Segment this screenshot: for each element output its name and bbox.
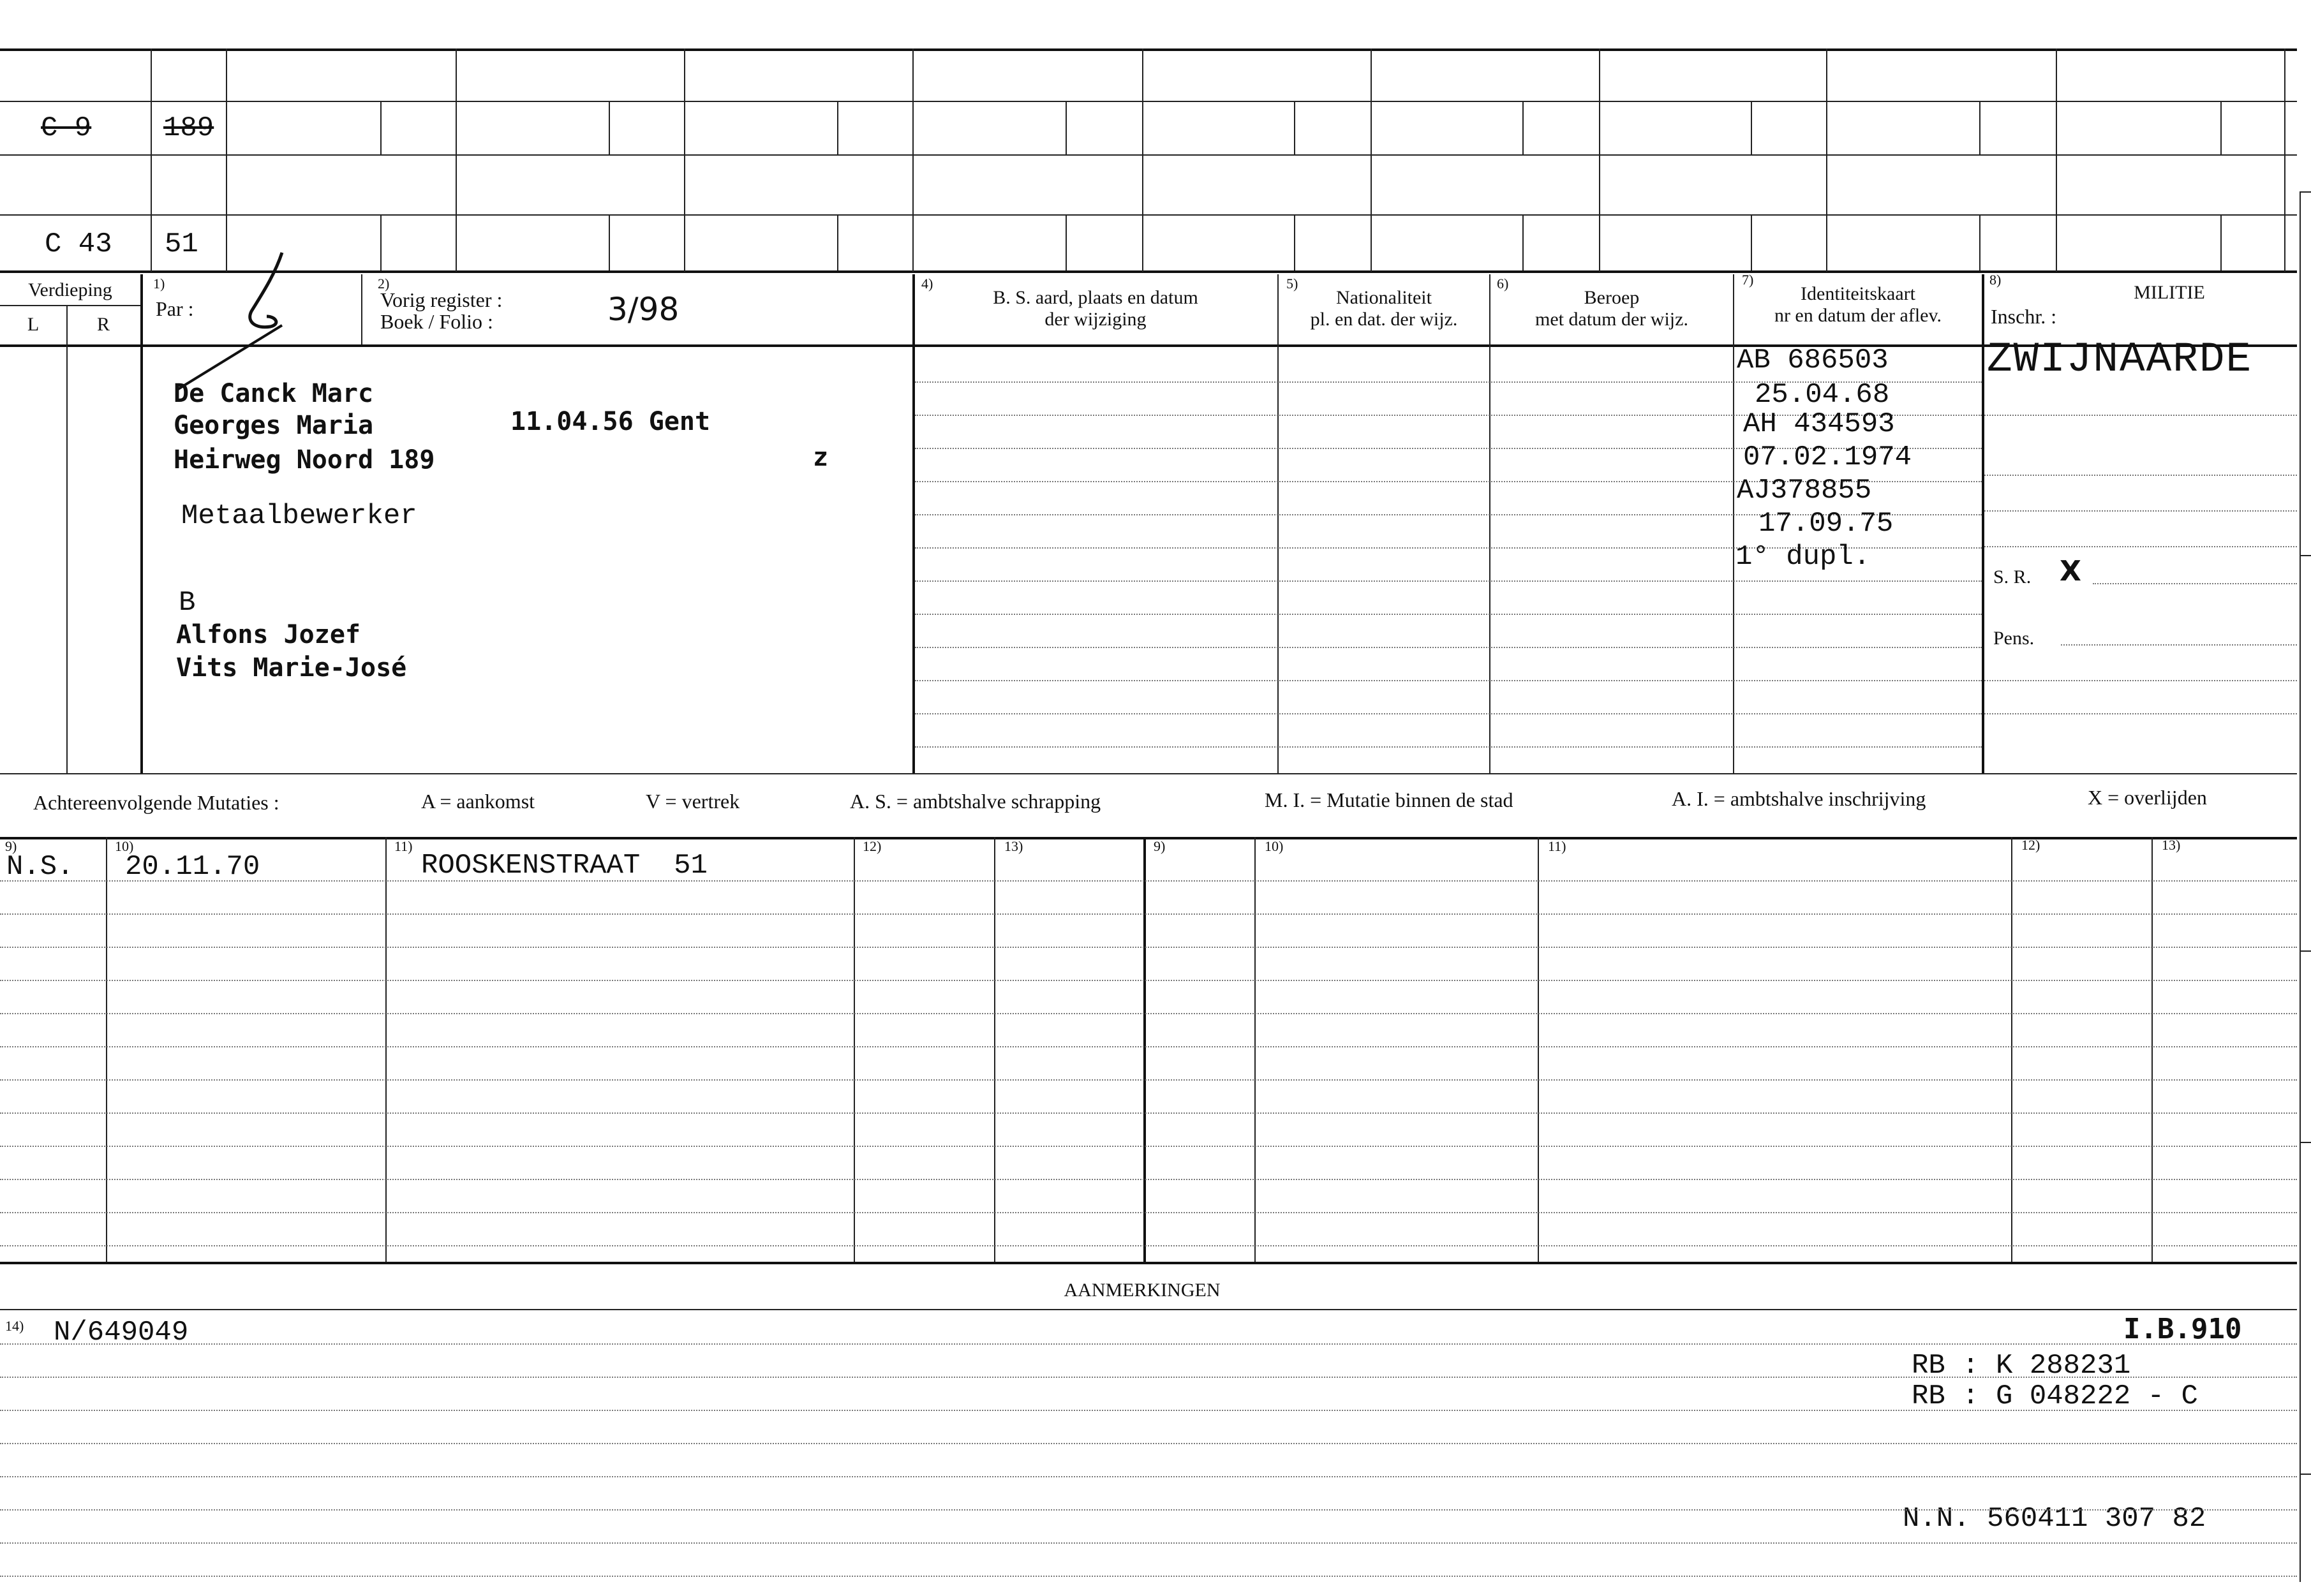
id-entry-6: 17.09.75 <box>1758 508 1894 540</box>
legend-title: Achtereenvolgende Mutaties : <box>33 791 279 814</box>
id-entry-2: 25.04.68 <box>1755 379 1890 411</box>
militie-place-stamp: ZWIJNAARDE <box>1987 336 2253 383</box>
par-label: Par : <box>156 297 194 320</box>
field-number-14: 14) <box>5 1318 24 1334</box>
mut-col-11b: 11) <box>1548 838 1566 854</box>
sr-mark: X <box>2060 555 2081 587</box>
id-entry-7: 1° dupl. <box>1735 541 1871 573</box>
remarks-title: AANMERKINGEN <box>1064 1280 1221 1301</box>
bs-header-line1: B. S. aard, plaats en datum <box>993 287 1198 308</box>
person-name-line1: De Canck Marc <box>174 379 374 408</box>
person-father: Alfons Jozef <box>176 620 360 649</box>
legend-overlijden: X = overlijden <box>2088 786 2207 809</box>
militie-header: MILITIE <box>2134 282 2205 303</box>
nationaliteit-header-line1: Nationaliteit <box>1336 287 1432 308</box>
old-reference: C 9 <box>41 112 92 144</box>
legend-ambtshalve-inschrijving: A. I. = ambtshalve inschrijving <box>1672 787 1926 810</box>
person-occupation: Metaalbewerker <box>181 500 417 532</box>
mut-col-12: 12) <box>863 838 882 854</box>
verdieping-r-label: R <box>96 314 110 335</box>
mut-col-9: 9) <box>5 838 17 854</box>
mutation-row1-code: N.S. <box>6 851 74 883</box>
new-reference: C 43 <box>45 228 112 260</box>
new-reference-number: 51 <box>165 228 198 260</box>
person-sex: z <box>813 443 829 472</box>
mut-col-10b: 10) <box>1265 838 1284 854</box>
legend-aankomst: A = aankomst <box>421 790 535 813</box>
field-number-2: 2) <box>378 276 390 292</box>
identiteitskaart-header-line1: Identiteitskaart <box>1801 283 1915 304</box>
beroep-header-line2: met datum der wijz. <box>1535 309 1688 330</box>
mutation-row1-date: 20.11.70 <box>125 851 260 883</box>
mut-col-13b: 13) <box>2162 837 2181 853</box>
person-address: Heirweg Noord 189 <box>174 445 435 475</box>
field-number-4: 4) <box>921 276 933 292</box>
id-entry-4: 07.02.1974 <box>1743 441 1912 473</box>
remarks-ib: I.B.910 <box>2123 1313 2242 1345</box>
mut-col-9b: 9) <box>1154 838 1166 854</box>
id-entry-3: AH 434593 <box>1743 408 1895 440</box>
id-entry-5: AJ378855 <box>1737 475 1872 506</box>
field-number-7: 7) <box>1742 272 1754 288</box>
verdieping-l-label: L <box>27 314 40 335</box>
old-reference-number: 189 <box>163 112 214 144</box>
field-number-6: 6) <box>1497 276 1509 292</box>
person-birth: 11.04.56 Gent <box>510 407 711 436</box>
beroep-header-line1: Beroep <box>1584 287 1640 308</box>
boek-folio-value: 3/98 <box>607 291 680 328</box>
strike-through-mark <box>172 319 287 395</box>
mut-col-12b: 12) <box>2021 837 2040 853</box>
person-code: B <box>179 587 196 619</box>
pens-label: Pens. <box>1993 628 2035 649</box>
remarks-national-number: N.N. 560411 307 82 <box>1903 1503 2206 1535</box>
field-number-1: 1) <box>153 276 165 292</box>
person-mother: Vits Marie-José <box>176 653 407 683</box>
id-entry-1: AB 686503 <box>1737 344 1889 376</box>
inschr-label: Inschr. : <box>1991 305 2057 328</box>
field-number-5: 5) <box>1286 276 1298 292</box>
mutation-row1-address: ROOSKENSTRAAT 51 <box>421 850 708 882</box>
person-name-line2: Georges Maria <box>174 411 374 440</box>
mut-col-13: 13) <box>1004 838 1023 854</box>
nationaliteit-header-line2: pl. en dat. der wijz. <box>1310 309 1458 330</box>
mut-col-11: 11) <box>394 838 413 854</box>
remarks-nn-old: N/649049 <box>54 1317 189 1348</box>
sr-label: S. R. <box>1993 566 2032 587</box>
identiteitskaart-header-line2: nr en datum der aflev. <box>1774 305 1942 326</box>
field-number-8: 8) <box>1989 272 2002 288</box>
verdieping-label: Verdieping <box>28 279 112 300</box>
remarks-rb1: RB : K 288231 <box>1912 1350 2131 1382</box>
bs-header-line2: der wijziging <box>1044 309 1147 330</box>
vorig-register-label: Vorig register : <box>380 288 503 311</box>
mut-col-10: 10) <box>115 838 134 854</box>
legend-ambtshalve-schrapping: A. S. = ambtshalve schrapping <box>850 790 1101 813</box>
legend-vertrek: V = vertrek <box>646 790 740 813</box>
boek-folio-label: Boek / Folio : <box>380 310 493 333</box>
remarks-rb2: RB : G 048222 - C <box>1912 1380 2198 1412</box>
legend-mutatie-binnen-stad: M. I. = Mutatie binnen de stad <box>1265 788 1513 811</box>
